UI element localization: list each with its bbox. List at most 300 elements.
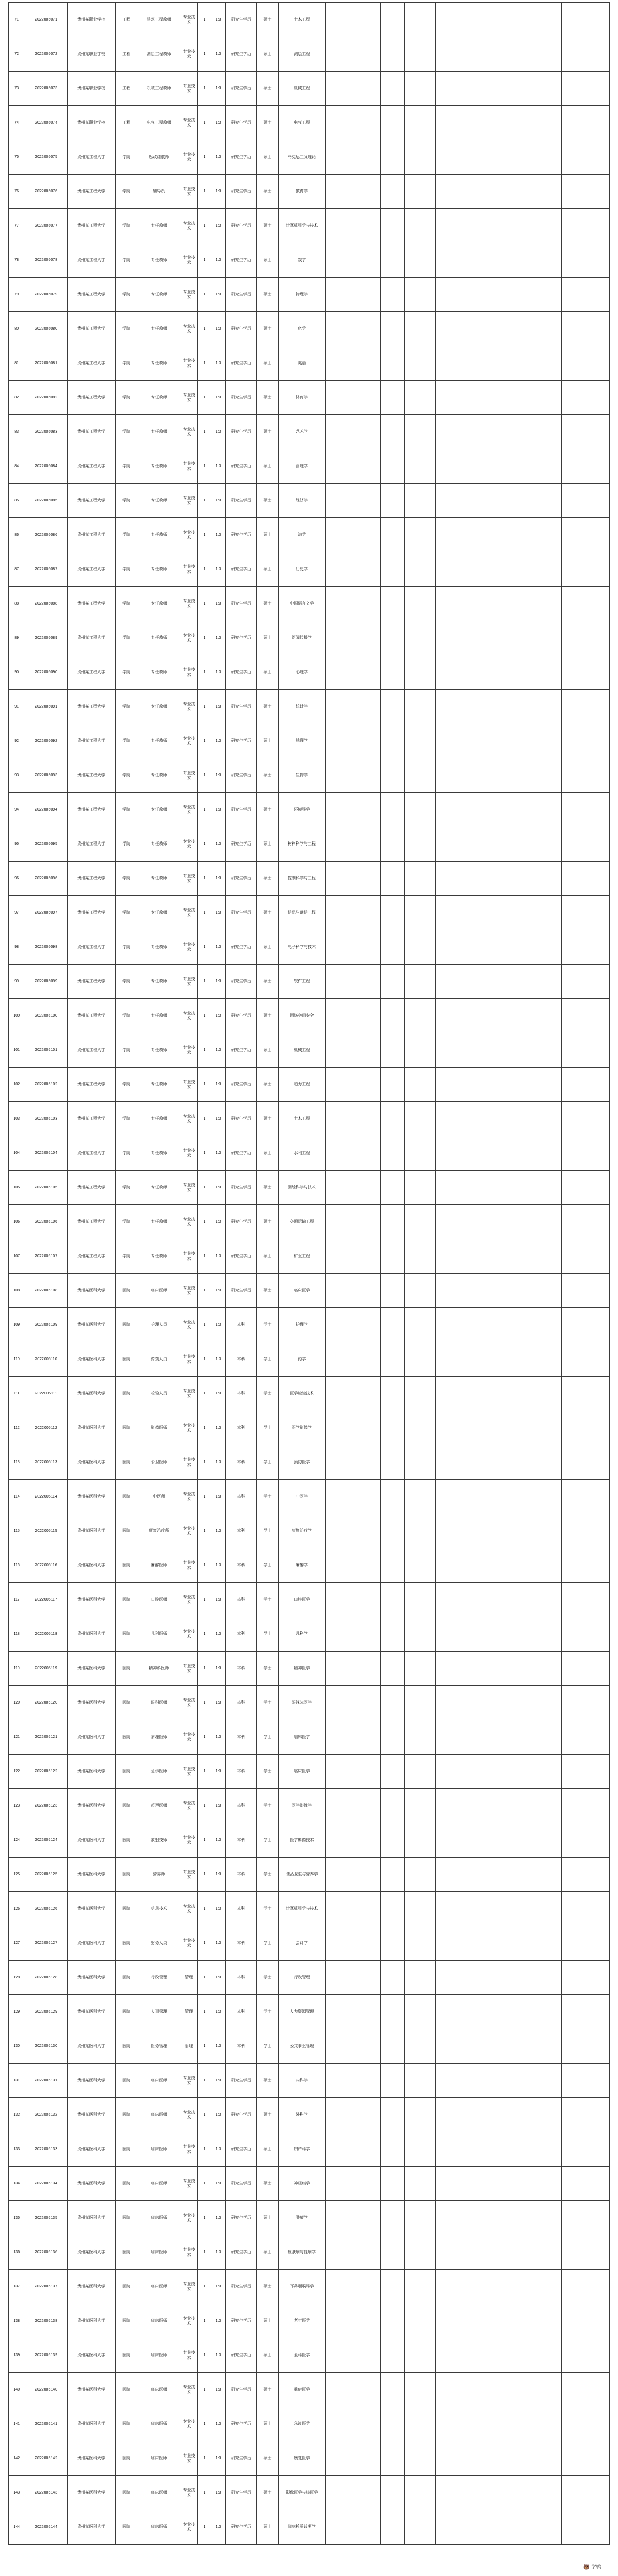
cell-note	[520, 1789, 561, 1823]
cell-other	[435, 758, 520, 793]
cell-contact	[561, 2132, 609, 2167]
cell-other	[435, 1136, 520, 1171]
cell-dept: 医院	[115, 1583, 138, 1617]
cell-code: 2022005102	[25, 1068, 67, 1102]
recruitment-table	[8, 2, 610, 2545]
cell-post: 专任教师	[138, 278, 180, 312]
cell-contact	[561, 106, 609, 140]
cell-mz	[381, 1652, 405, 1686]
cell-type: 专业技术	[180, 2064, 197, 2098]
cell-other	[435, 1926, 520, 1961]
cell-unit: 贵州某医科大学	[67, 2167, 115, 2201]
cell-unit: 贵州某工程大学	[67, 827, 115, 862]
cell-ratio: 1:3	[211, 1171, 225, 1205]
cell-title	[325, 2304, 356, 2338]
cell-post: 专任教师	[138, 965, 180, 999]
cell-title	[325, 1789, 356, 1823]
cell-no: 81	[9, 346, 25, 381]
cell-no: 75	[9, 140, 25, 175]
cell-unit: 贵州某工程大学	[67, 140, 115, 175]
cell-other	[435, 1583, 520, 1617]
cell-degree: 硕士	[257, 552, 279, 587]
cell-post: 专任教师	[138, 690, 180, 724]
cell-mz	[381, 346, 405, 381]
cell-no: 118	[9, 1617, 25, 1652]
cell-mz	[381, 278, 405, 312]
cell-no: 120	[9, 1686, 25, 1720]
cell-post: 临床医师	[138, 2304, 180, 2338]
cell-edu: 研究生学历	[225, 2304, 257, 2338]
table-row	[9, 552, 610, 587]
cell-post: 临床医师	[138, 2407, 180, 2441]
cell-type: 专业技术	[180, 1033, 197, 1068]
cell-post: 人事管理	[138, 1995, 180, 2029]
cell-edu: 研究生学历	[225, 552, 257, 587]
cell-edu: 本科	[225, 1617, 257, 1652]
cell-age	[356, 1720, 381, 1755]
cell-dept: 学院	[115, 896, 138, 930]
cell-no: 123	[9, 1789, 25, 1823]
table-row	[9, 2064, 610, 2098]
cell-other	[435, 1068, 520, 1102]
cell-major: 妇产科学	[278, 2132, 325, 2167]
cell-dept: 学院	[115, 1171, 138, 1205]
cell-contact	[561, 2064, 609, 2098]
cell-unit: 贵州某医科大学	[67, 1583, 115, 1617]
cell-note	[520, 1480, 561, 1514]
cell-dept: 医院	[115, 1755, 138, 1789]
cell-num: 1	[198, 2338, 211, 2373]
cell-dept: 学院	[115, 381, 138, 415]
cell-title	[325, 1342, 356, 1377]
cell-contact	[561, 140, 609, 175]
cell-no: 114	[9, 1480, 25, 1514]
cell-age	[356, 312, 381, 346]
table-row	[9, 655, 610, 690]
cell-unit: 贵州某医科大学	[67, 1480, 115, 1514]
cell-edu: 研究生学历	[225, 175, 257, 209]
cell-contact	[561, 724, 609, 758]
cell-major: 测绘科学与技术	[278, 1171, 325, 1205]
cell-code: 2022005091	[25, 690, 67, 724]
cell-exp	[405, 1548, 436, 1583]
cell-other	[435, 2132, 520, 2167]
cell-no: 108	[9, 1274, 25, 1308]
cell-num: 1	[198, 1239, 211, 1274]
cell-age	[356, 1480, 381, 1514]
cell-other	[435, 1239, 520, 1274]
cell-exp	[405, 2441, 436, 2476]
cell-exp	[405, 278, 436, 312]
cell-unit: 贵州某医科大学	[67, 1720, 115, 1755]
cell-degree: 硕士	[257, 2510, 279, 2545]
cell-post: 专任教师	[138, 587, 180, 621]
cell-dept: 学院	[115, 415, 138, 449]
cell-other	[435, 862, 520, 896]
cell-mz	[381, 2304, 405, 2338]
cell-major: 精神医学	[278, 1652, 325, 1686]
cell-no: 100	[9, 999, 25, 1033]
cell-no: 115	[9, 1514, 25, 1548]
cell-post: 公卫医师	[138, 1445, 180, 1480]
cell-major: 康复医学	[278, 2441, 325, 2476]
cell-no: 93	[9, 758, 25, 793]
cell-no: 96	[9, 862, 25, 896]
cell-mz	[381, 2373, 405, 2407]
cell-major: 医学影像学	[278, 1789, 325, 1823]
cell-note	[520, 1377, 561, 1411]
cell-exp	[405, 1823, 436, 1858]
cell-other	[435, 106, 520, 140]
cell-dept: 学院	[115, 1239, 138, 1274]
cell-unit: 贵州某医科大学	[67, 1274, 115, 1308]
cell-dept: 医院	[115, 2476, 138, 2510]
cell-unit: 贵州某工程大学	[67, 999, 115, 1033]
cell-title	[325, 1652, 356, 1686]
cell-degree: 学士	[257, 1342, 279, 1377]
cell-degree: 硕士	[257, 2373, 279, 2407]
cell-contact	[561, 1171, 609, 1205]
cell-mz	[381, 2167, 405, 2201]
cell-code: 2022005084	[25, 449, 67, 484]
cell-mz	[381, 724, 405, 758]
cell-type: 专业技术	[180, 896, 197, 930]
cell-num: 1	[198, 1858, 211, 1892]
cell-exp	[405, 930, 436, 965]
cell-type: 专业技术	[180, 1892, 197, 1926]
cell-post: 营养师	[138, 1858, 180, 1892]
cell-dept: 医院	[115, 1789, 138, 1823]
cell-age	[356, 2235, 381, 2270]
table-row	[9, 2098, 610, 2132]
cell-major: 重症医学	[278, 2373, 325, 2407]
cell-ratio: 1:3	[211, 999, 225, 1033]
cell-unit: 贵州某工程大学	[67, 278, 115, 312]
cell-title	[325, 724, 356, 758]
cell-edu: 研究生学历	[225, 2167, 257, 2201]
table-row	[9, 1068, 610, 1102]
cell-degree: 硕士	[257, 1239, 279, 1274]
cell-dept: 医院	[115, 1514, 138, 1548]
cell-title	[325, 1136, 356, 1171]
cell-mz	[381, 1033, 405, 1068]
cell-code: 2022005072	[25, 37, 67, 72]
cell-type: 专业技术	[180, 1617, 197, 1652]
cell-major: 化学	[278, 312, 325, 346]
cell-contact	[561, 1411, 609, 1445]
cell-major: 地理学	[278, 724, 325, 758]
cell-exp	[405, 655, 436, 690]
cell-no: 142	[9, 2441, 25, 2476]
cell-post: 专任教师	[138, 484, 180, 518]
cell-mz	[381, 1823, 405, 1858]
cell-edu: 研究生学历	[225, 1239, 257, 1274]
cell-exp	[405, 587, 436, 621]
cell-major: 动力工程	[278, 1068, 325, 1102]
cell-unit: 贵州某医科大学	[67, 1377, 115, 1411]
cell-dept: 学院	[115, 587, 138, 621]
cell-dept: 学院	[115, 655, 138, 690]
cell-type: 专业技术	[180, 3, 197, 37]
cell-no: 86	[9, 518, 25, 552]
cell-degree: 学士	[257, 1480, 279, 1514]
cell-title	[325, 106, 356, 140]
cell-unit: 贵州某工程大学	[67, 209, 115, 243]
cell-title	[325, 1239, 356, 1274]
cell-exp	[405, 72, 436, 106]
cell-unit: 贵州某工程大学	[67, 449, 115, 484]
cell-edu: 研究生学历	[225, 1171, 257, 1205]
cell-num: 1	[198, 690, 211, 724]
cell-major: 药学	[278, 1342, 325, 1377]
cell-code: 2022005132	[25, 2098, 67, 2132]
cell-exp	[405, 106, 436, 140]
cell-ratio: 1:3	[211, 1995, 225, 2029]
table-row	[9, 1377, 610, 1411]
cell-contact	[561, 827, 609, 862]
cell-type: 专业技术	[180, 552, 197, 587]
cell-degree: 硕士	[257, 587, 279, 621]
cell-type: 专业技术	[180, 2407, 197, 2441]
cell-post: 专任教师	[138, 415, 180, 449]
cell-code: 2022005076	[25, 175, 67, 209]
cell-contact	[561, 1548, 609, 1583]
cell-unit: 贵州某医科大学	[67, 1926, 115, 1961]
cell-type: 专业技术	[180, 1308, 197, 1342]
table-row	[9, 175, 610, 209]
cell-contact	[561, 587, 609, 621]
cell-edu: 研究生学历	[225, 2510, 257, 2545]
cell-ratio: 1:3	[211, 1239, 225, 1274]
cell-mz	[381, 1617, 405, 1652]
cell-code: 2022005122	[25, 1755, 67, 1789]
cell-other	[435, 1548, 520, 1583]
cell-title	[325, 518, 356, 552]
cell-post: 专任教师	[138, 243, 180, 278]
cell-dept: 医院	[115, 2270, 138, 2304]
cell-age	[356, 1102, 381, 1136]
cell-num: 1	[198, 758, 211, 793]
cell-exp	[405, 1720, 436, 1755]
cell-exp	[405, 2201, 436, 2235]
cell-num: 1	[198, 1514, 211, 1548]
cell-exp	[405, 965, 436, 999]
cell-ratio: 1:3	[211, 37, 225, 72]
cell-unit: 贵州某工程大学	[67, 1171, 115, 1205]
cell-no: 82	[9, 381, 25, 415]
cell-num: 1	[198, 2132, 211, 2167]
cell-exp	[405, 484, 436, 518]
cell-num: 1	[198, 1823, 211, 1858]
cell-no: 92	[9, 724, 25, 758]
cell-exp	[405, 793, 436, 827]
cell-exp	[405, 140, 436, 175]
cell-ratio: 1:3	[211, 209, 225, 243]
cell-num: 1	[198, 1789, 211, 1823]
cell-note	[520, 758, 561, 793]
cell-code: 2022005105	[25, 1171, 67, 1205]
cell-contact	[561, 37, 609, 72]
cell-degree: 学士	[257, 1755, 279, 1789]
cell-code: 2022005093	[25, 758, 67, 793]
cell-major: 历史学	[278, 552, 325, 587]
cell-exp	[405, 621, 436, 655]
cell-contact	[561, 1377, 609, 1411]
cell-age	[356, 621, 381, 655]
cell-no: 127	[9, 1926, 25, 1961]
cell-num: 1	[198, 1617, 211, 1652]
cell-other	[435, 346, 520, 381]
cell-dept: 学院	[115, 793, 138, 827]
cell-code: 2022005138	[25, 2304, 67, 2338]
cell-title	[325, 896, 356, 930]
cell-unit: 贵州某医科大学	[67, 1548, 115, 1583]
cell-degree: 硕士	[257, 930, 279, 965]
cell-no: 103	[9, 1102, 25, 1136]
cell-num: 1	[198, 1136, 211, 1171]
cell-age	[356, 2407, 381, 2441]
cell-type: 专业技术	[180, 1205, 197, 1239]
cell-dept: 医院	[115, 1548, 138, 1583]
cell-note	[520, 175, 561, 209]
cell-type: 专业技术	[180, 2201, 197, 2235]
cell-ratio: 1:3	[211, 793, 225, 827]
cell-degree: 硕士	[257, 175, 279, 209]
cell-age	[356, 1583, 381, 1617]
cell-unit: 贵州某医科大学	[67, 1995, 115, 2029]
cell-age	[356, 724, 381, 758]
cell-unit: 贵州某工程大学	[67, 1068, 115, 1102]
cell-post: 专任教师	[138, 552, 180, 587]
cell-num: 1	[198, 621, 211, 655]
cell-num: 1	[198, 2201, 211, 2235]
cell-mz	[381, 140, 405, 175]
cell-unit: 贵州某工程大学	[67, 587, 115, 621]
cell-mz	[381, 1136, 405, 1171]
cell-degree: 硕士	[257, 278, 279, 312]
cell-post: 辅导员	[138, 175, 180, 209]
cell-degree: 学士	[257, 1411, 279, 1445]
cell-unit: 贵州某医科大学	[67, 1411, 115, 1445]
cell-mz	[381, 930, 405, 965]
cell-age	[356, 1308, 381, 1342]
cell-other	[435, 1033, 520, 1068]
cell-other	[435, 1789, 520, 1823]
cell-note	[520, 2201, 561, 2235]
cell-dept: 医院	[115, 1961, 138, 1995]
cell-unit: 贵州某工程大学	[67, 381, 115, 415]
cell-other	[435, 2510, 520, 2545]
cell-note	[520, 2407, 561, 2441]
cell-ratio: 1:3	[211, 243, 225, 278]
cell-type: 专业技术	[180, 2132, 197, 2167]
table-row	[9, 1789, 610, 1823]
cell-exp	[405, 381, 436, 415]
cell-major: 内科学	[278, 2064, 325, 2098]
cell-exp	[405, 346, 436, 381]
cell-code: 2022005136	[25, 2235, 67, 2270]
cell-ratio: 1:3	[211, 587, 225, 621]
cell-num: 1	[198, 1480, 211, 1514]
cell-code: 2022005115	[25, 1514, 67, 1548]
cell-major: 会计学	[278, 1926, 325, 1961]
cell-ratio: 1:3	[211, 1652, 225, 1686]
cell-exp	[405, 724, 436, 758]
cell-title	[325, 1171, 356, 1205]
cell-post: 儿科医师	[138, 1617, 180, 1652]
cell-contact	[561, 999, 609, 1033]
cell-other	[435, 1686, 520, 1720]
cell-age	[356, 690, 381, 724]
cell-dept: 学院	[115, 1205, 138, 1239]
cell-dept: 学院	[115, 209, 138, 243]
cell-no: 88	[9, 587, 25, 621]
cell-mz	[381, 1445, 405, 1480]
cell-contact	[561, 449, 609, 484]
cell-num: 1	[198, 827, 211, 862]
cell-age	[356, 1617, 381, 1652]
cell-note	[520, 552, 561, 587]
cell-dept: 工程	[115, 37, 138, 72]
cell-type: 专业技术	[180, 999, 197, 1033]
cell-exp	[405, 827, 436, 862]
cell-dept: 医院	[115, 1274, 138, 1308]
cell-title	[325, 1961, 356, 1995]
cell-ratio: 1:3	[211, 2476, 225, 2510]
cell-type: 专业技术	[180, 2235, 197, 2270]
table-row	[9, 827, 610, 862]
cell-type: 管理	[180, 1995, 197, 2029]
cell-code: 2022005106	[25, 1205, 67, 1239]
cell-no: 94	[9, 793, 25, 827]
cell-degree: 硕士	[257, 106, 279, 140]
cell-contact	[561, 1068, 609, 1102]
cell-title	[325, 2373, 356, 2407]
cell-edu: 本科	[225, 1308, 257, 1342]
table-row	[9, 278, 610, 312]
cell-degree: 学士	[257, 1308, 279, 1342]
cell-other	[435, 587, 520, 621]
cell-contact	[561, 965, 609, 999]
cell-num: 1	[198, 1274, 211, 1308]
cell-note	[520, 72, 561, 106]
cell-degree: 硕士	[257, 999, 279, 1033]
cell-code: 2022005124	[25, 1823, 67, 1858]
cell-edu: 本科	[225, 1445, 257, 1480]
cell-no: 84	[9, 449, 25, 484]
cell-no: 79	[9, 278, 25, 312]
cell-other	[435, 1995, 520, 2029]
cell-num: 1	[198, 1033, 211, 1068]
cell-type: 专业技术	[180, 690, 197, 724]
cell-exp	[405, 862, 436, 896]
cell-title	[325, 1308, 356, 1342]
cell-exp	[405, 690, 436, 724]
cell-degree: 硕士	[257, 1033, 279, 1068]
cell-num: 1	[198, 1720, 211, 1755]
cell-other	[435, 2270, 520, 2304]
cell-num: 1	[198, 1205, 211, 1239]
cell-mz	[381, 827, 405, 862]
cell-other	[435, 449, 520, 484]
cell-unit: 贵州某工程大学	[67, 518, 115, 552]
cell-title	[325, 1445, 356, 1480]
cell-post: 专任教师	[138, 827, 180, 862]
cell-other	[435, 2441, 520, 2476]
cell-post: 临床医师	[138, 1274, 180, 1308]
cell-contact	[561, 381, 609, 415]
cell-exp	[405, 1205, 436, 1239]
